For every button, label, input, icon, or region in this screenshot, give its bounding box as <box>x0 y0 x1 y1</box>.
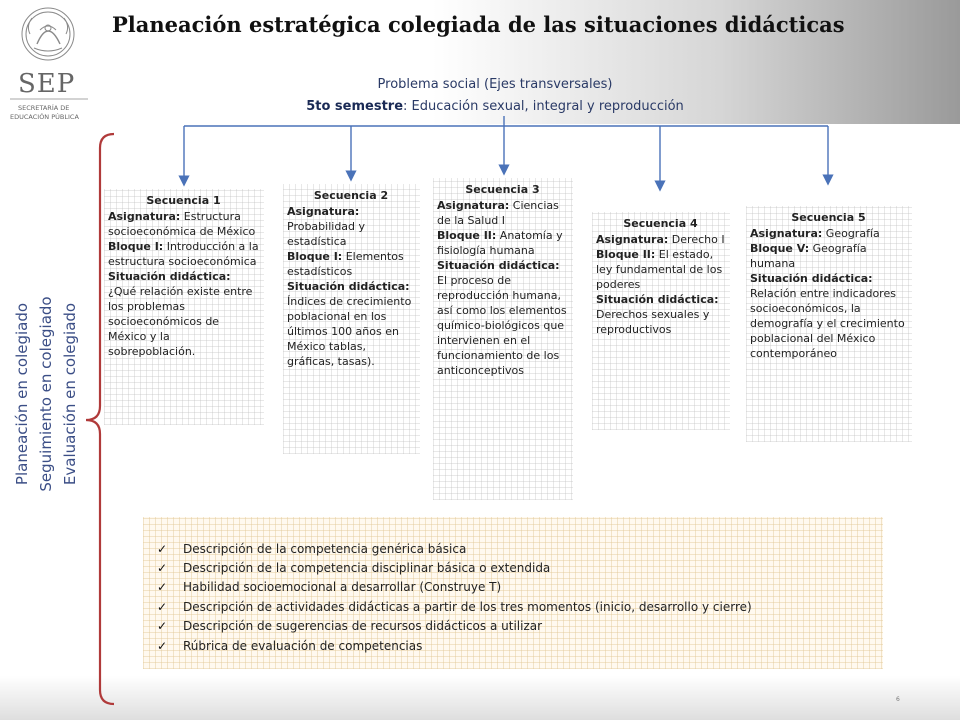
sequence-situacion: Índices de crecimiento poblacional en los últimos 100 años en México tablas, gráficas, tasas). <box>287 295 412 368</box>
sequence-bloque: Bloque I: Elementos estadísticos <box>287 250 404 278</box>
checklist-item: ✓ Descripción de actividades didácticas a partir de los tres momentos (inicio, desarrollo y cierre) <box>157 599 752 614</box>
sequence-card-4 <box>592 212 730 430</box>
check-icon: ✓ <box>157 619 168 634</box>
sequence-situacion-label: Situación didáctica: <box>750 272 873 285</box>
sequence-asignatura: Asignatura: Geografía <box>750 227 880 240</box>
sequence-asignatura: Asignatura: Estructura socioeconómica de México <box>108 210 256 238</box>
side-label-planeacion: Planeación en colegiado <box>13 302 31 486</box>
sequence-title: Secuencia 2 <box>313 189 389 202</box>
sequence-situacion: Relación entre indicadores socioeconómicos, la demografía y el crecimiento poblacional del México contemporáneo <box>750 287 905 360</box>
check-icon: ✓ <box>157 541 168 556</box>
sequence-situacion-label: Situación didáctica: <box>108 270 231 283</box>
sequence-asignatura: Asignatura: Derecho I <box>596 233 725 246</box>
logo-acronym: SEP <box>18 69 76 99</box>
sequence-bloque: Bloque II: Anatomía y fisiología humana <box>437 229 563 257</box>
check-icon: ✓ <box>157 599 168 614</box>
sequence-situacion-label: Situación didáctica: <box>287 280 410 293</box>
semester-topic: : Educación sexual, integral y reproducción <box>403 99 684 114</box>
sequence-situacion: Derechos sexuales y reproductivos <box>596 308 710 336</box>
logo-subtitle-1: SECRETARÍA DE <box>18 104 70 112</box>
page-title: Planeación estratégica colegiada de las situaciones didácticas <box>112 12 845 37</box>
sequence-asignatura: Asignatura: Probabilidad y estadística <box>287 205 366 248</box>
sequence-bloque: Bloque V: Geografía humana <box>750 242 867 270</box>
footer-band <box>0 676 960 720</box>
checklist-item: ✓ Rúbrica de evaluación de competencias <box>157 638 423 653</box>
sequence-card-5 <box>746 206 912 442</box>
sequence-title: Secuencia 1 <box>146 194 221 207</box>
check-icon: ✓ <box>157 561 168 576</box>
mexico-coat-of-arms-seal-icon <box>22 8 74 60</box>
sequence-card-2 <box>283 184 420 454</box>
check-icon: ✓ <box>157 580 168 595</box>
semester-label: 5to semestre <box>306 99 404 114</box>
semester-line <box>230 99 760 114</box>
sequence-title: Secuencia 3 <box>465 183 540 196</box>
problem-heading: Problema social (Ejes transversales) <box>377 77 613 92</box>
sep-logo <box>4 4 92 122</box>
sequence-title: Secuencia 4 <box>623 217 698 230</box>
sequence-bloque: Bloque II: El estado, ley fundamental de los poderes <box>596 248 723 291</box>
page-number: 6 <box>896 696 900 703</box>
checklist-item: ✓ Descripción de sugerencias de recursos didácticos a utilizar <box>157 619 543 634</box>
logo-subtitle-2: EDUCACIÓN PÚBLICA <box>10 113 79 121</box>
side-labels <box>2 132 88 532</box>
side-label-evaluacion: Evaluación en colegiado <box>61 302 79 486</box>
sequence-card-3 <box>433 178 573 500</box>
sequence-card-1 <box>104 189 264 425</box>
sequence-situacion-label: Situación didáctica: <box>596 293 719 306</box>
sequence-bloque: Bloque I: Introducción a la estructura socioeconómica <box>108 240 259 268</box>
side-label-seguimiento: Seguimiento en colegiado <box>37 296 55 492</box>
checklist-box <box>143 517 883 669</box>
check-icon: ✓ <box>157 638 168 653</box>
sequence-situacion-label: Situación didáctica: <box>437 259 560 272</box>
checklist-item: ✓ Descripción de la competencia disciplinar básica o extendida <box>157 561 551 576</box>
sequence-asignatura: Asignatura: Ciencias de la Salud I <box>437 199 559 227</box>
checklist-item: ✓ Descripción de la competencia genérica básica <box>157 541 467 556</box>
sequence-situacion: El proceso de reproducción humana, así como los elementos químico-biológicos que intervienen en el funcionamiento de los anticonceptivos <box>437 274 567 377</box>
sequence-title: Secuencia 5 <box>791 211 866 224</box>
sequence-situacion: ¿Qué relación existe entre los problemas socioeconómicos de México y la sobrepoblación. <box>108 285 253 358</box>
checklist-item: ✓ Habilidad socioemocional a desarrollar (Construye T) <box>157 580 502 595</box>
